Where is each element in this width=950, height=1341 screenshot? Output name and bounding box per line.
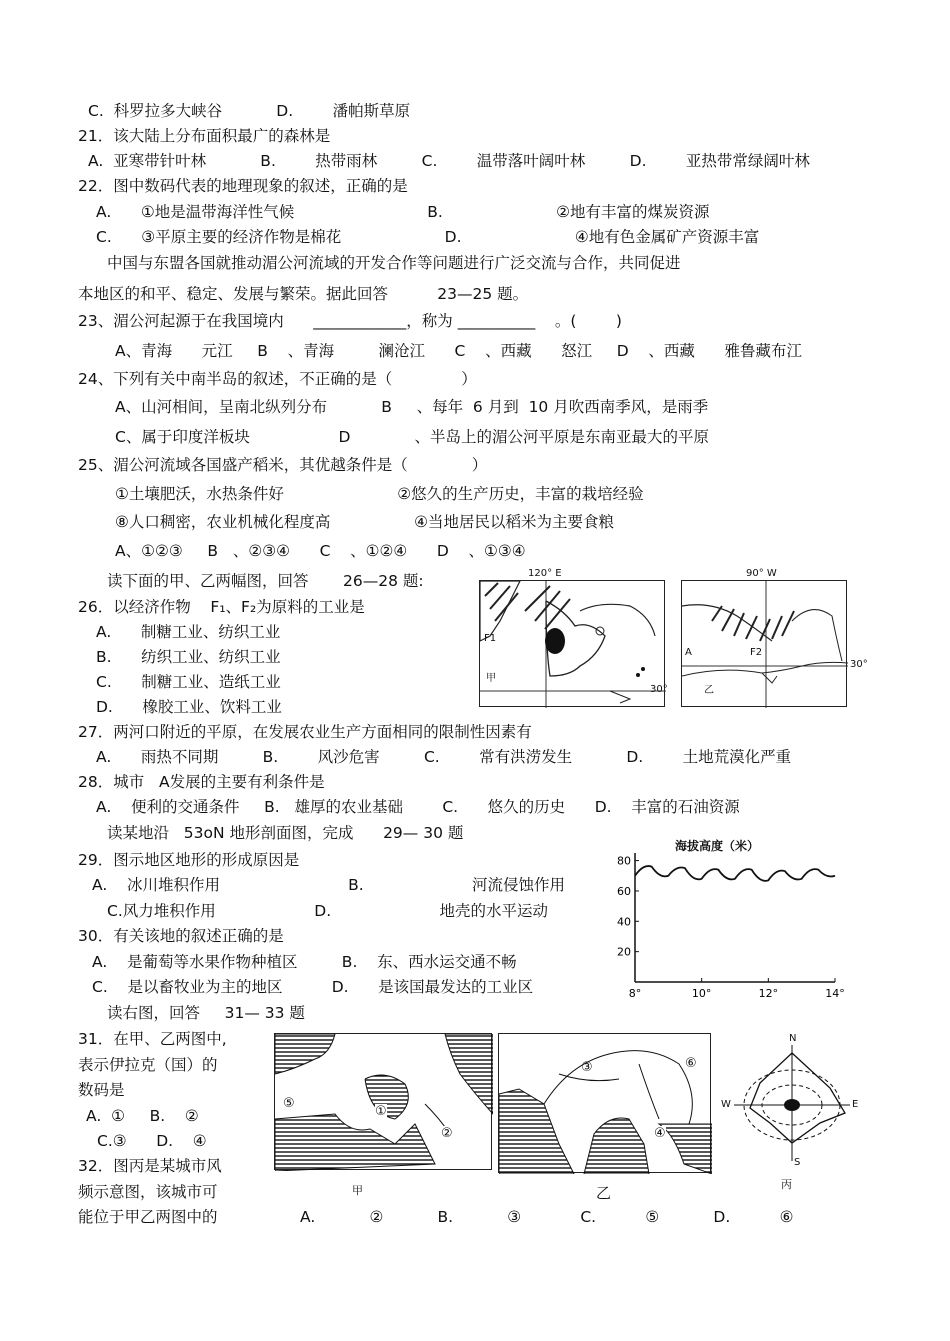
text-line: 29．图示地区地形的形成原因是 <box>78 851 300 869</box>
text-line: 本地区的和平、稳定、发展与繁荣。据此回答 23—25 题。 <box>78 285 529 303</box>
text-line: A. 是葡萄等水果作物种植区 B. 东、西水运交通不畅 <box>92 953 517 971</box>
text-line: C. 是以畜牧业为主的地区 D. 是该国最发达的工业区 <box>92 978 534 996</box>
map-yi-city-label: A <box>685 647 692 658</box>
text-line: B. 纺织工业、纺织工业 <box>96 648 281 666</box>
text-line: C.风力堆积作用 D. 地壳的水平运动 <box>107 902 549 920</box>
text-line: D. 橡胶工业、饮料工业 <box>96 698 282 716</box>
map-yi2-num-6: ⑥ <box>685 1056 697 1071</box>
text-line: 读某地沿 53oN 地形剖面图，完成 29— 30 题 <box>107 824 464 842</box>
text-line: A、青海 元江 B 、青海 澜沧江 C 、西藏 怒江 D 、西藏 雅鲁藏布江 <box>115 342 802 360</box>
text-line: 30．有关该地的叙述正确的是 <box>78 927 284 945</box>
text-line: 32．图丙是某城市风 <box>78 1157 222 1175</box>
map-yi-region-label: 乙 <box>704 685 714 696</box>
text-line: 31．在甲、乙两图中, <box>78 1030 227 1048</box>
text-line: 26．以经济作物 F₁、F₂为原料的工业是 <box>78 598 365 616</box>
map-jia2-label: 甲 <box>352 1184 363 1197</box>
map-jia-drawing <box>480 581 666 708</box>
text-line: A. 亚寒带针叶林 B. 热带雨林 C. 温带落叶阔叶林 D. 亚热带常绿阔叶林 <box>88 152 810 170</box>
wind-rose-south: S <box>794 1157 801 1168</box>
map-yi-south-asia-drawing <box>499 1034 712 1174</box>
map-jia-middle-east <box>274 1033 492 1170</box>
text-line: 能位于甲乙两图中的 <box>78 1208 218 1226</box>
map-jia-latitude-label: 30° <box>650 684 668 695</box>
map-jia-region-label: 甲 <box>486 673 496 684</box>
map-yi2-num-3: ③ <box>581 1060 593 1075</box>
y-tick-label: 20 <box>617 945 631 959</box>
text-line: ⑧人口稠密，农业机械化程度高 ④当地居民以稻米为主要食粮 <box>115 513 615 531</box>
map-jia2-num-5: ⑤ <box>283 1096 295 1111</box>
y-tick-label: 60 <box>617 884 631 898</box>
text-line: ①土壤肥沃，水热条件好 ②悠久的生产历史，丰富的栽培经验 <box>115 485 644 503</box>
map-yi2-num-4: ④ <box>654 1126 666 1141</box>
map-jia-east-asia <box>479 568 668 707</box>
terrain-profile-chart <box>605 837 850 999</box>
text-line: 23、湄公河起源于在我国境内 ____________，称为 __________ 。( ) <box>78 312 622 330</box>
map-bing-wind-rose <box>720 1033 860 1173</box>
text-line: 24、下列有关中南半岛的叙述，不正确的是（ ） <box>78 370 477 388</box>
text-line: A. ①地是温带海洋性气候 B. ②地有丰富的煤炭资源 <box>96 203 710 221</box>
text-line: C.③ D. ④ <box>97 1132 207 1150</box>
text-line: A、山河相间，呈南北纵列分布 B 、每年 6 月到 10 月吹西南季风，是雨季 <box>115 398 709 416</box>
map-yi-south-asia <box>498 1033 711 1173</box>
text-line: A. ② B. ③ C. ⑤ D. ⑥ <box>300 1208 794 1226</box>
wind-rose-drawing <box>720 1033 860 1173</box>
text-line: 27．两河口附近的平原，在发展农业生产方面相同的限制性因素有 <box>78 723 532 741</box>
wind-rose-east: E <box>852 1099 859 1110</box>
wind-rose-west: W <box>721 1099 731 1110</box>
x-tick-label: 14° <box>825 987 845 999</box>
map-yi-f-label: F2 <box>750 647 763 658</box>
map-yi-latitude-label: 30° <box>850 659 868 670</box>
text-line: A. 制糖工业、纺织工业 <box>96 623 281 641</box>
profile-plot-area <box>605 837 850 999</box>
x-tick-label: 10° <box>691 987 712 999</box>
text-line: 读右图，回答 31— 33 题 <box>107 1004 305 1022</box>
text-line: 数码是 <box>78 1081 125 1099</box>
text-line: 表示伊拉克（国）的 <box>78 1056 218 1074</box>
map-yi-north-america <box>681 568 868 707</box>
map-jia2-num-2: ② <box>441 1126 453 1141</box>
x-tick-label: 8° <box>628 987 642 999</box>
wind-rose-north: N <box>789 1033 797 1044</box>
text-line: 频示意图，该城市可 <box>78 1183 218 1201</box>
y-tick-label: 40 <box>617 915 631 929</box>
map-jia-longitude-label: 120° E <box>528 568 562 579</box>
text-line: 中国与东盟各国就推动湄公河流域的开发合作等问题进行广泛交流与合作，共同促进 <box>107 254 681 272</box>
text-line: C、属于印度洋板块 D 、半岛上的湄公河平原是东南亚最大的平原 <box>115 428 709 446</box>
map-jia-middle-east-drawing <box>275 1034 493 1171</box>
chart-title: 海拔高度（米） <box>675 839 760 853</box>
text-line: A、①②③ B 、②③④ C 、①②④ D 、①③④ <box>115 542 526 560</box>
text-line: A. 雨热不同期 B. 风沙危害 C. 常有洪涝发生 D. 土地荒漠化严重 <box>96 748 792 766</box>
map-yi-longitude-label: 90° W <box>746 568 777 579</box>
text-line: C. 科罗拉多大峡谷 D. 潘帕斯草原 <box>88 102 411 120</box>
map-jia2-num-1: ① <box>375 1104 387 1119</box>
text-line: 读下面的甲、乙两幅图，回答 26—28 题: <box>107 572 424 590</box>
text-line: 21．该大陆上分布面积最广的森林是 <box>78 127 331 145</box>
text-line: A. 冰川堆积作用 B. 河流侵蚀作用 <box>92 876 566 894</box>
text-line: 25、湄公河流域各国盛产稻米，其优越条件是（ ） <box>78 456 488 474</box>
terrain-profile-line <box>635 866 835 881</box>
text-line: 22．图中数码代表的地理现象的叙述，正确的是 <box>78 177 408 195</box>
y-tick-label: 80 <box>617 854 631 868</box>
map-jia-f-label: F1 <box>484 633 497 644</box>
text-line: A. ① B. ② <box>86 1107 199 1125</box>
text-line: C. 制糖工业、造纸工业 <box>96 673 281 691</box>
text-line: 28．城市 A发展的主要有利条件是 <box>78 773 325 791</box>
map-yi2-label: 乙 <box>596 1184 612 1202</box>
map-bing-label: 丙 <box>781 1178 792 1191</box>
text-line: A. 便利的交通条件 B. 雄厚的农业基础 C. 悠久的历史 D. 丰富的石油资源 <box>96 798 740 816</box>
x-tick-label: 12° <box>758 987 779 999</box>
text-line: C. ③平原主要的经济作物是棉花 D. ④地有色金属矿产资源丰富 <box>96 228 760 246</box>
